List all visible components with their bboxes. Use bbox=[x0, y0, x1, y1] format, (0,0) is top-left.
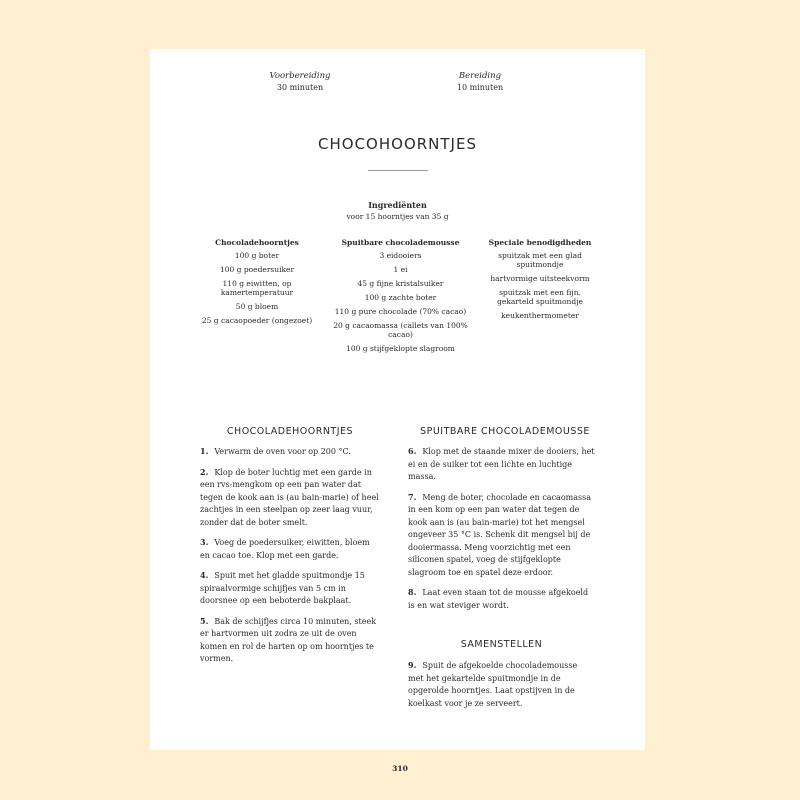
step-number: 9. bbox=[408, 660, 417, 670]
step-text: Spuit de afgekoelde chocolademousse met het gekartelde spuitmondje in de opgerolde hoorntjes. Laat opstijven in de koelkast voor je ze serveert. bbox=[408, 661, 578, 708]
ingredient-item: 45 g fijne kristalsuiker bbox=[357, 279, 444, 288]
step-item bbox=[200, 569, 380, 608]
cook-time bbox=[420, 71, 540, 93]
step-item bbox=[200, 536, 380, 562]
ingredient-item: 50 g bloem bbox=[235, 302, 279, 311]
section-title-mousse: SPUITBARE CHOCOLADEMOUSSE bbox=[420, 426, 590, 437]
ingredients-header bbox=[150, 200, 645, 222]
step-text: Verwarm de oven voor op 200 °C. bbox=[214, 447, 351, 456]
cook-time-value: 10 minuten bbox=[456, 83, 504, 92]
prep-time-value: 30 minuten bbox=[276, 83, 324, 92]
step-number: 8. bbox=[408, 587, 417, 597]
step-text: Spuit met het gladde spuitmondje 15 spiraalvormige schijfjes van 5 cm in doorsnee op een beboterde bakplaat. bbox=[200, 571, 365, 605]
ingredient-item: 3 eidooiers bbox=[379, 251, 422, 260]
ingredient-item: 100 g stijfgeklopte slagroom bbox=[346, 344, 455, 353]
equipment-item: spuitzak met een fijn, gekarteld spuitmondje bbox=[497, 288, 583, 306]
step-item bbox=[408, 445, 595, 484]
column-title: Chocoladehoorntjes bbox=[215, 238, 299, 247]
recipe-title: CHOCOHOORNTJES bbox=[318, 135, 477, 153]
step-text: Klop met de staande mixer de dooiers, het ei en de suiker tot een lichte en luchtige massa. bbox=[408, 447, 595, 481]
steps-left bbox=[200, 445, 380, 673]
step-text: Laat even staan tot de mousse afgekoeld is en wat steviger wordt. bbox=[408, 588, 589, 610]
step-text: Voeg de poedersuiker, eiwitten, bloem en cacao toe. Klop met een garde. bbox=[200, 538, 370, 560]
ingredient-item: 25 g cacaopoeder (ongezoet) bbox=[201, 316, 313, 325]
section-title-hoorntjes: CHOCOLADEHOORNTJES bbox=[226, 426, 354, 437]
step-text: Bak de schijfjes circa 10 minuten, steek er hartvormen uit zodra ze uit de oven komen en rol de harten op om hoorntjes te vormen. bbox=[200, 616, 377, 663]
step-text: Klop de boter luchtig met een garde in een rvs-mengkom op een pan water dat tegen de kook aan is (au bain-marie) of heel zachtjes in een steelpan op zeer laag vuur, zonder dat de boter smelt. bbox=[200, 467, 379, 527]
ingredient-item: 20 g cacaomassa (callets van 100% cacao) bbox=[333, 321, 468, 339]
ingredient-item: 110 g eiwitten, op kamertemperatuur bbox=[220, 279, 294, 297]
recipe-page bbox=[150, 49, 645, 750]
cook-time-label: Bereiding bbox=[458, 71, 502, 81]
column-title: Speciale benodigdheden bbox=[488, 238, 592, 247]
equipment-item: hartvormige uitsteekvorm bbox=[490, 274, 590, 283]
step-item bbox=[408, 659, 595, 710]
step-item bbox=[200, 466, 380, 530]
page-number: 310 bbox=[392, 764, 408, 773]
column-title: Spuitbare chocolademousse bbox=[341, 238, 460, 247]
steps-right bbox=[408, 445, 595, 619]
ingredients-column-equipment bbox=[480, 238, 600, 325]
ingredient-item: 110 g pure chocolade (70% cacao) bbox=[334, 307, 467, 316]
step-item bbox=[200, 445, 380, 459]
prep-time-label: Voorbereiding bbox=[269, 71, 331, 81]
step-number: 5. bbox=[200, 615, 209, 626]
step-number: 2. bbox=[200, 466, 209, 477]
section-title-assemble: SAMENSTELLEN bbox=[460, 639, 543, 650]
step-number: 7. bbox=[408, 491, 417, 502]
ingredient-item: 1 ei bbox=[393, 265, 408, 274]
ingredient-item: 100 g boter bbox=[234, 251, 280, 260]
steps-assemble bbox=[408, 659, 595, 717]
step-item bbox=[200, 615, 380, 666]
ingredients-yield: voor 15 hoorntjes van 35 g bbox=[346, 212, 449, 221]
prep-time bbox=[240, 71, 360, 93]
step-text: Meng de boter, chocolade en cacaomassa in een kom op een pan water dat tegen de kook aan is (au bain-marie) tot het mengsel ongeveer 35 °C is. Schenk dit mengsel bij de dooiermassa. Meng voorzichtig met een siliconen spatel, voeg de stijfgeklopte slagroom toe en spatel deze erdoor. bbox=[408, 492, 591, 577]
step-item bbox=[408, 586, 595, 612]
ingredients-heading: Ingrediënten bbox=[368, 200, 427, 210]
step-number: 1. bbox=[200, 446, 209, 456]
ingredients-column-hoorntjes bbox=[192, 238, 322, 330]
step-number: 4. bbox=[200, 570, 209, 580]
title-divider bbox=[368, 170, 428, 171]
step-number: 3. bbox=[200, 537, 209, 547]
step-number: 6. bbox=[408, 446, 417, 456]
ingredient-item: 100 g poedersuiker bbox=[219, 265, 295, 274]
ingredient-item: 100 g zachte boter bbox=[364, 293, 437, 302]
equipment-item: keukenthermometer bbox=[501, 311, 579, 320]
equipment-item: spuitzak met een glad spuitmondje bbox=[498, 251, 582, 269]
step-item bbox=[408, 491, 595, 580]
ingredients-column-mousse bbox=[333, 238, 468, 358]
